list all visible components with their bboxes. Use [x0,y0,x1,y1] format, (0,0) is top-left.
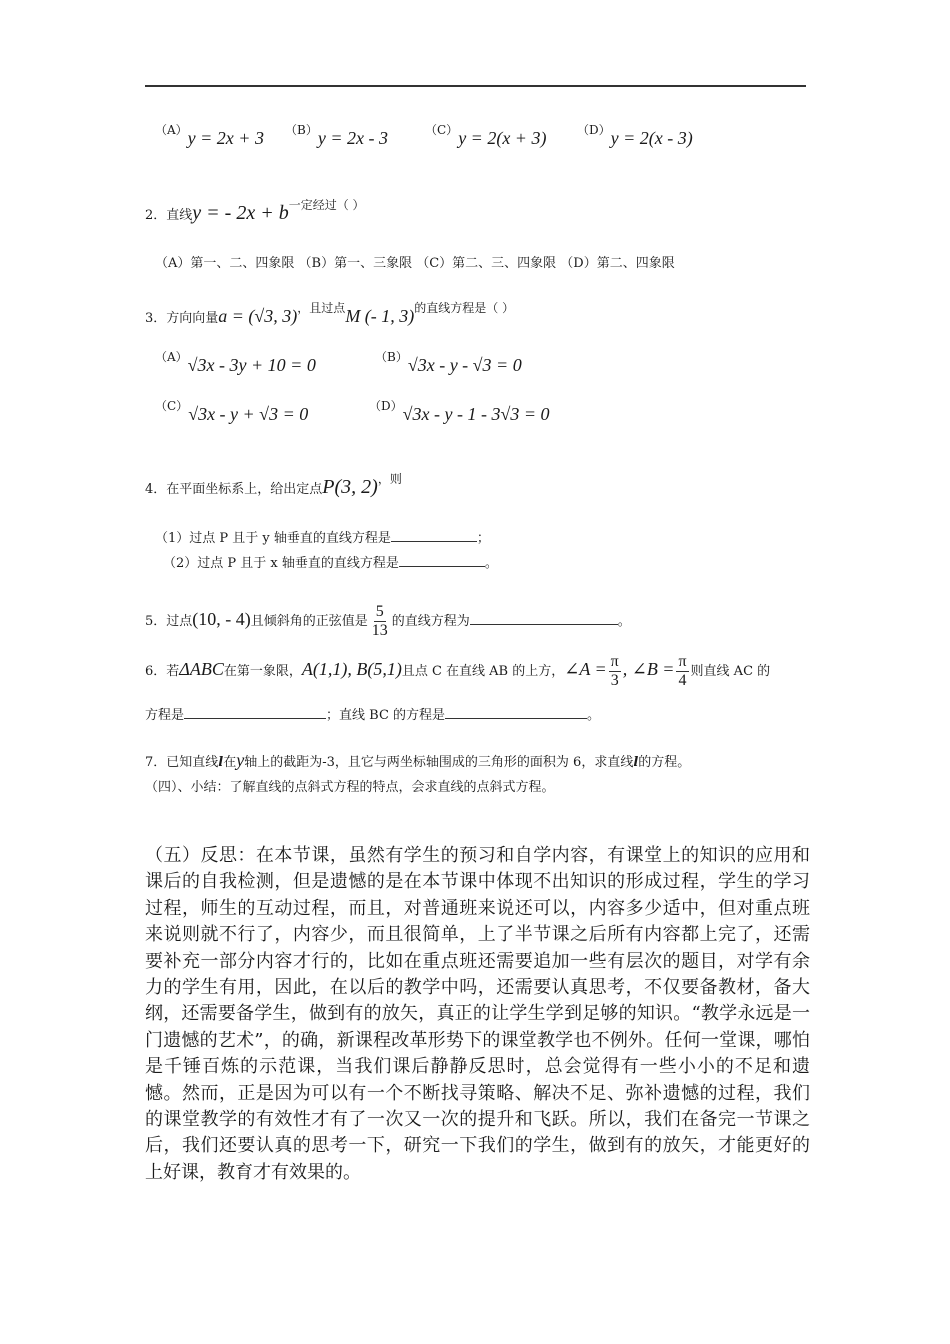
q6-suffix: 则直线 AC 的 [690,664,771,679]
option-expr: y = 2x - 3 [317,128,388,148]
q6-prefix: 6．若 [145,664,180,679]
q6-points: A(1,1), B(5,1) [301,659,402,679]
q5-mid: 且倾斜角的正弦值是 [250,614,368,629]
q4-prefix: 4．在平面坐标系上，给出定点 [145,482,323,497]
q7-text3: 轴上的截距为-3，且它与两坐标轴围成的三角形的面积为 6，求直线 [244,755,634,770]
q7-l: l [218,755,224,770]
option-expr: √3x - 3y + 10 = 0 [187,355,316,375]
q1-option-c [425,123,547,149]
q3-prefix: 3．方向向量 [145,311,219,326]
q4-sub2 [163,552,498,571]
q1-option-d [577,123,693,149]
option-expr: y = 2(x - 3) [610,128,693,148]
option-label: （C） [425,123,459,137]
option-label: （B） [375,350,408,364]
q3-suffix: 的直线方程是（ ） [414,301,515,315]
q1-option-b [285,123,388,149]
q4-sub1 [155,527,490,546]
q1-option-a [155,123,264,149]
q5-stem [145,603,631,640]
q7-text4: 的方程。 [638,755,691,770]
q2-suffix: 一定经过（ ） [288,198,365,212]
q7-text1: 7．已知直线 [145,755,219,770]
q6-line2 [145,704,600,723]
q6-mid2: 且点 C 在直线 AB 的上方， [401,664,565,679]
q4-stem [145,472,402,499]
fraction-numerator: 5 [375,603,384,620]
q4-sub2-text: （2）过点 P 且于 x 轴垂直的直线方程是 [163,556,399,571]
option-label: （C） [155,399,189,413]
q6-angle-a: ∠A = [564,659,607,679]
q6-line2b: ；直线 BC 的方程是 [326,708,446,723]
q2-stem [145,198,365,225]
header-rule [145,85,806,87]
q3-vector: a = (√3, 3) [218,306,298,326]
answer-blank[interactable] [399,554,485,567]
option-expr: √3x - y - 1 - 3√3 = 0 [402,404,550,424]
option-label: （A） [155,123,188,137]
q2-expr: y = - 2x + b [192,202,289,224]
option-label: （D） [577,123,611,137]
q3-option-d [369,399,550,425]
q6-mid1: 在第一象限， [223,664,302,679]
q7-stem [145,750,690,771]
option-label: （D） [369,399,403,413]
q6-stem [145,653,770,690]
q3-point: M (- 1, 3) [345,306,415,326]
fraction-numerator: π [610,653,619,670]
q6-line2c: 。 [587,708,601,723]
q6-line2a: 方程是 [145,708,185,723]
option-label: （B） [285,123,318,137]
q3-stem [145,301,515,327]
answer-blank[interactable] [184,706,326,719]
fraction-denominator: 3 [610,672,619,689]
q5-end: 。 [617,614,631,629]
option-expr: y = 2x + 3 [187,128,264,148]
q2-prefix: 2．直线 [145,208,193,223]
q3-option-b [375,350,522,376]
reflection-paragraph: （五）反思：在本节课，虽然有学生的预习和自学内容，有课堂上的知识的应用和课后的自我检测，但是遗憾的是在本节课中体现不出知识的形成过程，学生的学习过程，师生的互动过程，而且，对普通班来说还可以，内容多少适中，但对重点班来说则就不行了，内容少，而且很简单，上了半节课之后所有内容都上完了，还需要补充一部分内容才行的，比如在重点班还需要追加一些有层次的题目，对学有余力的学生有用，因此，在以后的教学中吗，还需要认真思考，不仅要备教材，备大纲，还需要备学生，做到有的放矢，真正的让学生学到足够的知识。“教学永远是一门遗憾的艺术”，的确，新课程改革形势下的课堂教学也不例外。任何一堂课，哪怕是千锤百炼的示范课，当我们课后静静反思时，总会觉得有一些小小的不足和遗憾。然而，正是因为可以有一个不断找寻策略、解决不足、弥补遗憾的过程，我们的课堂教学的有效性才有了一次又一次的提升和飞跃。所以，我们在备完一节课之后，我们还要认真的思考一下，研究一下我们的学生，做到有的放矢，才能更好的上好课，教育才有效果的。 [145,845,810,1183]
option-expr: y = 2(x + 3) [458,128,547,148]
q7-y: y [236,750,245,770]
q7-l2: l [633,755,639,770]
q4-sub2-end: 。 [484,556,498,571]
q2-options: （A）第一、二、四象限 （B）第一、三象限 （C）第二、三、四象限 （D）第二、四象限 [155,256,675,271]
q3-mid: ，且过点 [297,301,346,315]
q5-point: (10, - 4) [192,609,251,629]
q6-angle-b: , ∠B = [622,659,675,679]
answer-blank[interactable] [470,612,618,625]
q4-sub1-text: （1）过点 P 且于 y 轴垂直的直线方程是 [155,531,391,546]
q6-fraction-a [609,653,621,690]
option-label: （A） [155,350,188,364]
answer-blank[interactable] [391,529,477,542]
option-expr: √3x - y - √3 = 0 [407,355,522,375]
q5-fraction [370,603,390,640]
answer-blank[interactable] [445,706,587,719]
q3-option-a [155,350,316,376]
q5-suffix: 的直线方程为 [391,614,470,629]
q5-prefix: 5．过点 [145,614,193,629]
reflection-section [145,843,810,1186]
fraction-denominator: 13 [371,622,388,639]
q4-point: P(3, 2) [322,476,378,498]
option-expr: √3x - y + √3 = 0 [188,404,309,424]
q6-triangle: ΔABC [179,659,224,679]
q6-fraction-b [676,653,688,690]
fraction-denominator: 4 [678,672,687,689]
q7-text2: 在 [223,755,237,770]
q4-suffix: ，则 [377,472,402,486]
summary: （四）、小结：了解直线的点斜式方程的特点，会求直线的点斜式方程。 [145,780,555,795]
q4-sub1-end: ； [476,531,490,546]
fraction-numerator: π [678,653,687,670]
q3-option-c [155,399,309,425]
